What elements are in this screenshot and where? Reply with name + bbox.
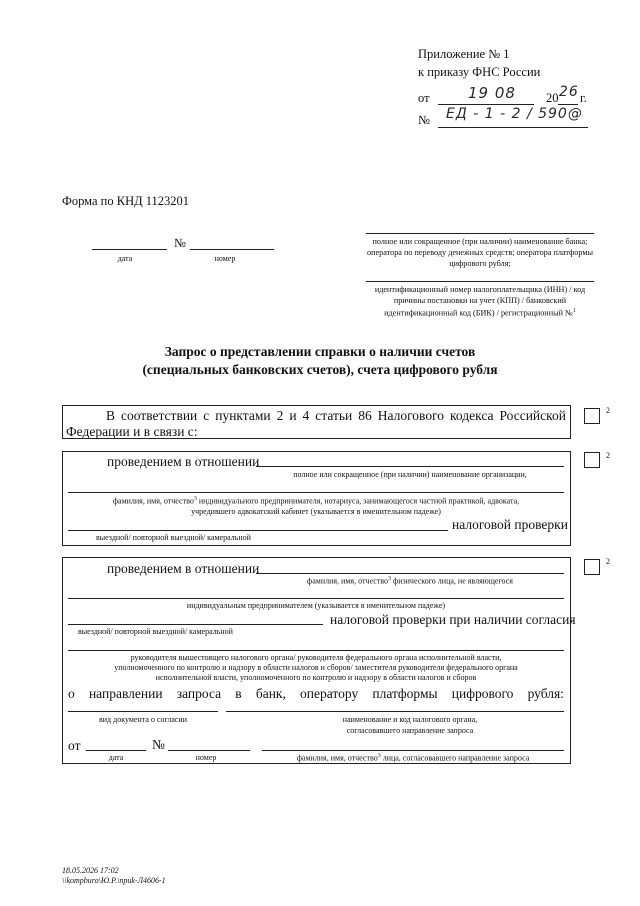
header-date-caption: дата [117, 254, 133, 263]
footer-timestamp: 18.05.2026 17:02 [62, 866, 119, 875]
section3-cap1-text: фамилия, имя, отчество [307, 576, 389, 586]
section3-no-sign: № [152, 737, 165, 752]
appendix-from-label: от [418, 91, 430, 105]
section3-doc-line [68, 711, 218, 712]
appendix-year-line [558, 104, 578, 105]
section2-cap3: учредившего адвокатский кабинет (указывается в именительном падеже) [191, 507, 441, 516]
section2-cap2b-text: индивидуального предпринимателя, нотариуса, занимающегося частной практикой, адвоката, [196, 496, 520, 506]
section3-checkbox[interactable] [584, 559, 600, 575]
inn-caption [366, 284, 594, 319]
section2-tail: налоговой проверки [452, 517, 568, 532]
section3-cap-date: дата [108, 753, 124, 762]
section2-lead: проведением в отношении [107, 454, 260, 469]
appendix-date-handwritten: 19 08 [468, 84, 516, 102]
inn-caption-text: идентификационный номер налогоплательщика (ИНН) / код причины постановки на учет (КПП) / банковский идентификационный код (БИК) / регистрационный № [374, 285, 586, 318]
section2-name-line [68, 492, 564, 493]
section2-cap2-sup: 3 [193, 496, 197, 502]
appendix-date-line [438, 104, 534, 105]
section2-cap4: выездной/ повторной выездной/ камеральной [96, 533, 251, 542]
section3-person-line [262, 750, 564, 751]
section3-name-line2 [68, 598, 564, 599]
section1-checkbox-sup: 2 [606, 406, 610, 415]
section1-checkbox[interactable] [584, 408, 600, 424]
section3-cap2: индивидуальным предпринимателем (указывается в именительном падеже) [186, 601, 446, 610]
section3-tail: налоговой проверки при наличии согласия [330, 612, 576, 627]
header-number-line [190, 249, 274, 250]
section3-cap9 [262, 753, 564, 763]
appendix-year-suffix: г. [580, 91, 587, 105]
section3-cap9b-text: лица, согласовавшего направление запроса [380, 753, 530, 763]
section1-text-line1: В соответствии с пунктами 2 и 4 статьи 86 Налогового кодекса Российской [106, 408, 566, 423]
section3-from-label: от [68, 738, 81, 753]
section3-name-line [256, 573, 564, 574]
recipient-caption: полное или сокращенное (при наличии) наименование банка; оператора по переводу денежных средств; оператора платформы цифрового рубля; [367, 237, 593, 268]
appendix-year-prefix: 20 [546, 91, 559, 105]
inn-caption-sup: 1 [572, 308, 576, 314]
section3-cap1 [256, 576, 564, 586]
section3-date-line [86, 750, 146, 751]
section3-cap1-sup: 3 [388, 576, 392, 582]
section2-org-line [256, 466, 564, 467]
appendix-year-handwritten: 26 [559, 84, 579, 100]
section3-cap8b: согласовавшего направление запроса [346, 726, 474, 735]
appendix-number-line [438, 127, 588, 128]
form-title-line2: (специальных банковских счетов), счета цифрового рубля [142, 362, 498, 377]
section1-text-line2: Федерации и в связи с: [66, 424, 198, 439]
section3-consent-line [68, 650, 564, 651]
footer-path: \\kompburo\Ю.Р.\приk-Л4606-1 [62, 876, 166, 885]
section3-cap6: исполнительной власти, уполномоченного по контролю и надзору в области налогов и сборов [155, 673, 477, 682]
section3-cap4: руководителя вышестоящего налогового органа/ руководителя федерального органа исполнительной власти, [130, 653, 502, 662]
header-date-line [92, 249, 167, 250]
section3-cap5: уполномоченного по контролю и надзору в области налогов и сборов/ заместителя руководителя федерального органа [114, 663, 518, 672]
section3-cap7: вид документа о согласии [99, 715, 187, 724]
section3-cap9-sup: 3 [377, 753, 381, 759]
section3-type-line [68, 624, 323, 625]
section3-cap9-text: фамилия, имя, отчество [296, 753, 378, 763]
recipient-line [366, 233, 594, 234]
appendix-number-handwritten: ЕД - 1 - 2 / 590@ [446, 106, 583, 122]
section3-lead: проведением в отношении [107, 561, 260, 576]
section3-cap8a: наименование и код налогового органа, [342, 715, 478, 724]
section2-cap2 [66, 496, 566, 506]
section2-checkbox[interactable] [584, 452, 600, 468]
section2-cap2-text: фамилия, имя, отчество [112, 496, 194, 506]
form-title-line1: Запрос о представлении справки о наличии счетов [164, 344, 476, 359]
appendix-title: Приложение № 1 [418, 47, 510, 61]
form-code: Форма по КНД 1123201 [62, 194, 190, 208]
section3-organ-line [226, 711, 564, 712]
section3-direction: о направлении запроса в банк, оператору платформы цифрового рубля: [68, 686, 564, 701]
header-number-caption: номер [214, 254, 236, 263]
appendix-number-label: № [418, 113, 430, 127]
section2-type-line [68, 530, 448, 531]
header-no-sign: № [174, 236, 186, 250]
section3-number-line [168, 750, 250, 751]
inn-line [366, 281, 594, 282]
section3-cap1b-text: физического лица, не являющегося [391, 576, 513, 586]
section3-cap3: выездной/ повторной выездной/ камеральной [78, 627, 233, 636]
section3-checkbox-sup: 2 [606, 557, 610, 566]
section3-cap-number: номер [195, 753, 217, 762]
section2-cap1: полное или сокращенное (при наличии) наименование организации, [293, 470, 527, 479]
appendix-order-ref: к приказу ФНС России [418, 65, 541, 79]
section2-checkbox-sup: 2 [606, 451, 610, 460]
